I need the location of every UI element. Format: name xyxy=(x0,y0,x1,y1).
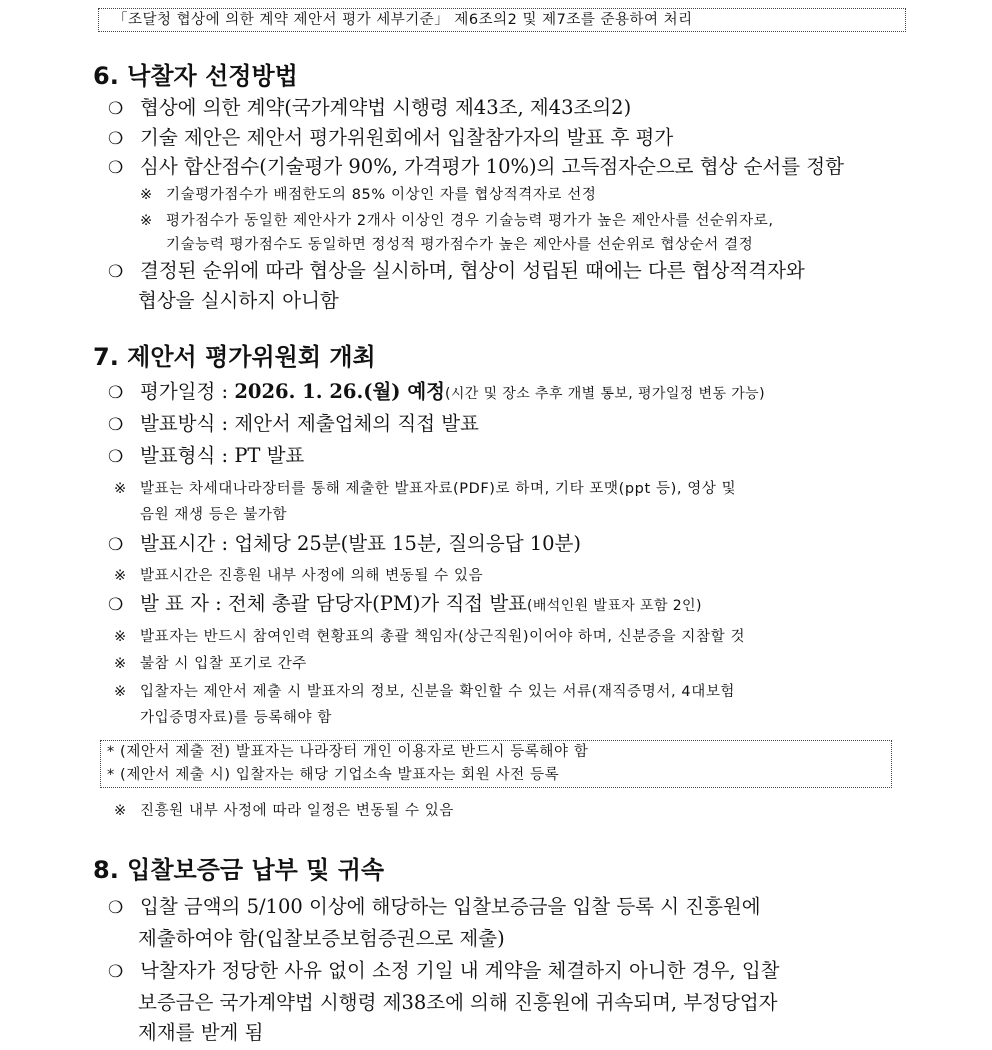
registration-notice-2: * (제안서 제출 시) 입찰자는 해당 기업소속 발표자는 회원 사전 등록 xyxy=(107,767,560,783)
bullet-icon: ❍ xyxy=(108,447,124,467)
s7-time-note: ※ 발표시간은 진흥원 내부 사정에 의해 변동될 수 있음 xyxy=(114,565,483,587)
bullet-icon: ❍ xyxy=(108,129,124,149)
section-8-title: 8. 입찰보증금 납부 및 귀속 xyxy=(93,856,385,884)
bullet-icon: ❍ xyxy=(108,383,124,403)
note-mark-icon: ※ xyxy=(140,213,153,229)
s6-bullet-3: ❍ 심사 합산점수(기술평가 90%, 가격평가 10%)의 고득점자순으로 협상 순서를 정함 xyxy=(108,153,844,182)
s8-bullet-1-cont: 제출하여야 함(입찰보증보험증권으로 제출) xyxy=(138,927,505,950)
s7-presenter: ❍ 발 표 자 : 전체 총괄 담당자(PM)가 직접 발표(배석인원 발표자 포함 2인) xyxy=(108,590,702,620)
s7-format-note-cont: 음원 재생 등은 불가함 xyxy=(140,507,288,523)
s6-note-2: ※ 평가점수가 동일한 제안사가 2개사 이상인 경우 기술능력 평가가 높은 제안사를 선순위자로, xyxy=(140,210,774,232)
s7-presenter-note-3-cont: 가입증명자료)를 등록해야 함 xyxy=(140,710,332,726)
bullet-icon: ❍ xyxy=(108,535,124,555)
s8-bullet-2: ❍ 낙찰자가 정당한 사유 없이 소정 기일 내 계약을 체결하지 아니한 경우, 입찰 xyxy=(108,957,780,986)
note-mark-icon: ※ xyxy=(114,684,127,700)
s8-bullet-1: ❍ 입찰 금액의 5/100 이상에 해당하는 입찰보증금을 입찰 등록 시 진흥원에 xyxy=(108,893,761,922)
s6-bullet-4: ❍ 결정된 순위에 따라 협상을 실시하며, 협상이 성립된 때에는 다른 협상적격자와 xyxy=(108,257,805,286)
s7-presenter-note-1: ※ 발표자는 반드시 참여인력 현황표의 총괄 책임자(상근직원)이어야 하며, 신분증을 지참할 것 xyxy=(114,626,745,648)
s8-bullet-2-cont-2: 제재를 받게 됨 xyxy=(138,1021,264,1044)
bullet-icon: ❍ xyxy=(108,962,124,982)
s6-bullet-2: ❍ 기술 제안은 제안서 평가위원회에서 입찰참가자의 발표 후 평가 xyxy=(108,124,673,153)
s7-format: ❍ 발표형식 : PT 발표 xyxy=(108,442,304,471)
bullet-icon: ❍ xyxy=(108,158,124,178)
s7-presenter-note-2: ※ 불참 시 입찰 포기로 간주 xyxy=(114,653,307,675)
s7-presenter-note-3: ※ 입찰자는 제안서 제출 시 발표자의 정보, 신분을 확인할 수 있는 서류(재직증명서, 4대보험 xyxy=(114,681,735,703)
note-mark-icon: ※ xyxy=(140,187,153,203)
schedule-date: 2026. 1. 26.(월) 예정 xyxy=(234,380,446,403)
note-mark-icon: ※ xyxy=(114,656,127,672)
section-6-title: 6. 낙찰자 선정방법 xyxy=(93,62,298,90)
note-mark-icon: ※ xyxy=(114,568,127,584)
s7-format-note: ※ 발표는 차세대나라장터를 통해 제출한 발표자료(PDF)로 하며, 기타 포맷(ppt 등), 영상 및 xyxy=(114,478,736,500)
registration-notice-1: * (제안서 제출 전) 발표자는 나라장터 개인 이용자로 반드시 등록해야 함 xyxy=(107,744,589,760)
header-note: 「조달청 협상에 의한 계약 제안서 평가 세부기준」 제6조의2 및 제7조를 준용하여 처리 xyxy=(113,12,693,28)
s6-bullet-1: ❍ 협상에 의한 계약(국가계약법 시행령 제43조, 제43조의2) xyxy=(108,94,631,123)
registration-notice-box xyxy=(100,740,892,788)
s7-time: ❍ 발표시간 : 업체당 25분(발표 15분, 질의응답 10분) xyxy=(108,530,581,559)
s7-schedule: ❍ 평가일정 : 2026. 1. 26.(월) 예정(시간 및 장소 추후 개별 통보, 평가일정 변동 가능) xyxy=(108,378,765,408)
s7-end-note: ※ 진흥원 내부 사정에 따라 일정은 변동될 수 있음 xyxy=(114,800,454,822)
s6-note-1: ※ 기술평가점수가 배점한도의 85% 이상인 자를 협상적격자로 선정 xyxy=(140,184,596,206)
bullet-icon: ❍ xyxy=(108,415,124,435)
note-mark-icon: ※ xyxy=(114,481,127,497)
s7-method: ❍ 발표방식 : 제안서 제출업체의 직접 발표 xyxy=(108,410,479,439)
bullet-icon: ❍ xyxy=(108,898,124,918)
bullet-icon: ❍ xyxy=(108,99,124,119)
s8-bullet-2-cont: 보증금은 국가계약법 시행령 제38조에 의해 진흥원에 귀속되며, 부정당업자 xyxy=(138,991,778,1014)
note-mark-icon: ※ xyxy=(114,629,127,645)
s6-bullet-4-cont: 협상을 실시하지 아니함 xyxy=(138,289,339,312)
header-note-box xyxy=(98,8,906,32)
bullet-icon: ❍ xyxy=(108,262,124,282)
section-7-title: 7. 제안서 평가위원회 개최 xyxy=(93,343,376,371)
s6-note-2-cont: 기술능력 평가점수도 동일하면 정성적 평가점수가 높은 제안사를 선순위로 협상순서 결정 xyxy=(166,237,754,253)
note-mark-icon: ※ xyxy=(114,803,127,819)
bullet-icon: ❍ xyxy=(108,595,124,615)
